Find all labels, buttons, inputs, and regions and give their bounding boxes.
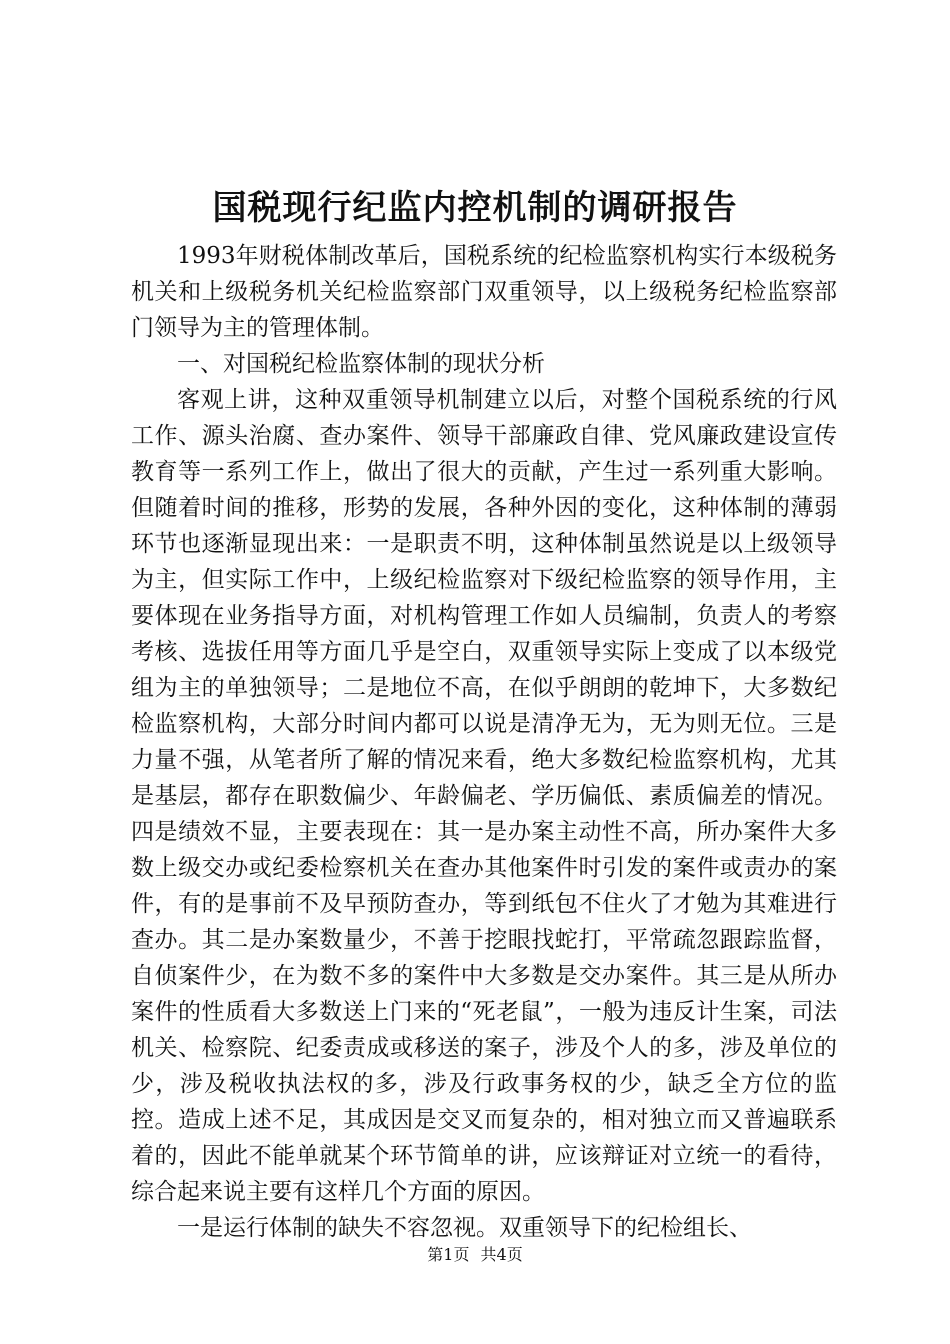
paragraph-analysis: 客观上讲，这种双重领导机制建立以后，对整个国税系统的行风工作、源头治腐、查办案件、领导干部廉政自律、党风廉政建设宣传教育等一系列工作上，做出了很大的贡献，产生过一系列重大影响。但随着时间的推移，形势的发展，各种外因的变化，这种体制的薄弱环节也逐渐显现出来：一是职责不明，这种体制虽然说是以上级领导为主，但实际工作中，上级纪检监察对下级纪检监察的领导作用，主要体现在业务指导方面，对机构管理工作如人员编制，负责人的考察考核、选拔任用等方面几乎是空白，双重领导实际上变成了以本级党组为主的单独领导；二是地位不高，在似乎朗朗的乾坤下，大多数纪检监察机构，大部分时间内都可以说是清净无为，无为则无位。三是力量不强，从笔者所了解的情况来看，绝大多数纪检监察机构，尤其是基层，都存在职数偏少、年龄偏老、学历偏低、素质偏差的情况。四是绩效不显，主要表现在：其一是办案主动性不高，所办案件大多数上级交办或纪委检察机关在查办其他案件时引发的案件或责办的案件，有的是事前不及早预防查办，等到纸包不住火了才勉为其难进行查办。其二是办案数量少，不善于挖眼找蛇打，平常疏忽跟踪监督，自侦案件少，在为数不多的案件中大多数是交办案件。其三是从所办案件的性质看大多数送上门来的“死老鼠”，一般为违反计生案，司法机关、检察院、纪委责成或移送的案子，涉及个人的多，涉及单位的少，涉及税收执法权的多，涉及行政事务权的少，缺乏全方位的监控。造成上述不足，其成因是交叉而复杂的，相对独立而又普遍联系着的，因此不能单就某个环节简单的讲，应该辩证对立统一的看待，综合起来说主要有这样几个方面的原因。: [131, 387, 837, 1205]
paragraph-intro: 1993年财税体制改革后，国税系统的纪检监察机构实行本级税务机关和上级税务机关纪检监察部门双重领导，以上级税务纪检监察部门领导为主的管理体制。: [131, 243, 837, 341]
page-total: 共4页: [480, 1245, 523, 1264]
document-title: 国税现行纪监内控机制的调研报告: [212, 188, 738, 228]
page-footer: [0, 1244, 950, 1266]
page-number: 第1页: [427, 1245, 470, 1264]
section-heading: 一、对国税纪检监察体制的现状分析: [177, 351, 545, 377]
document-body: [131, 238, 837, 1246]
paragraph-continued: 一是运行体制的缺失不容忽视。双重领导下的纪检组长、: [177, 1215, 752, 1241]
